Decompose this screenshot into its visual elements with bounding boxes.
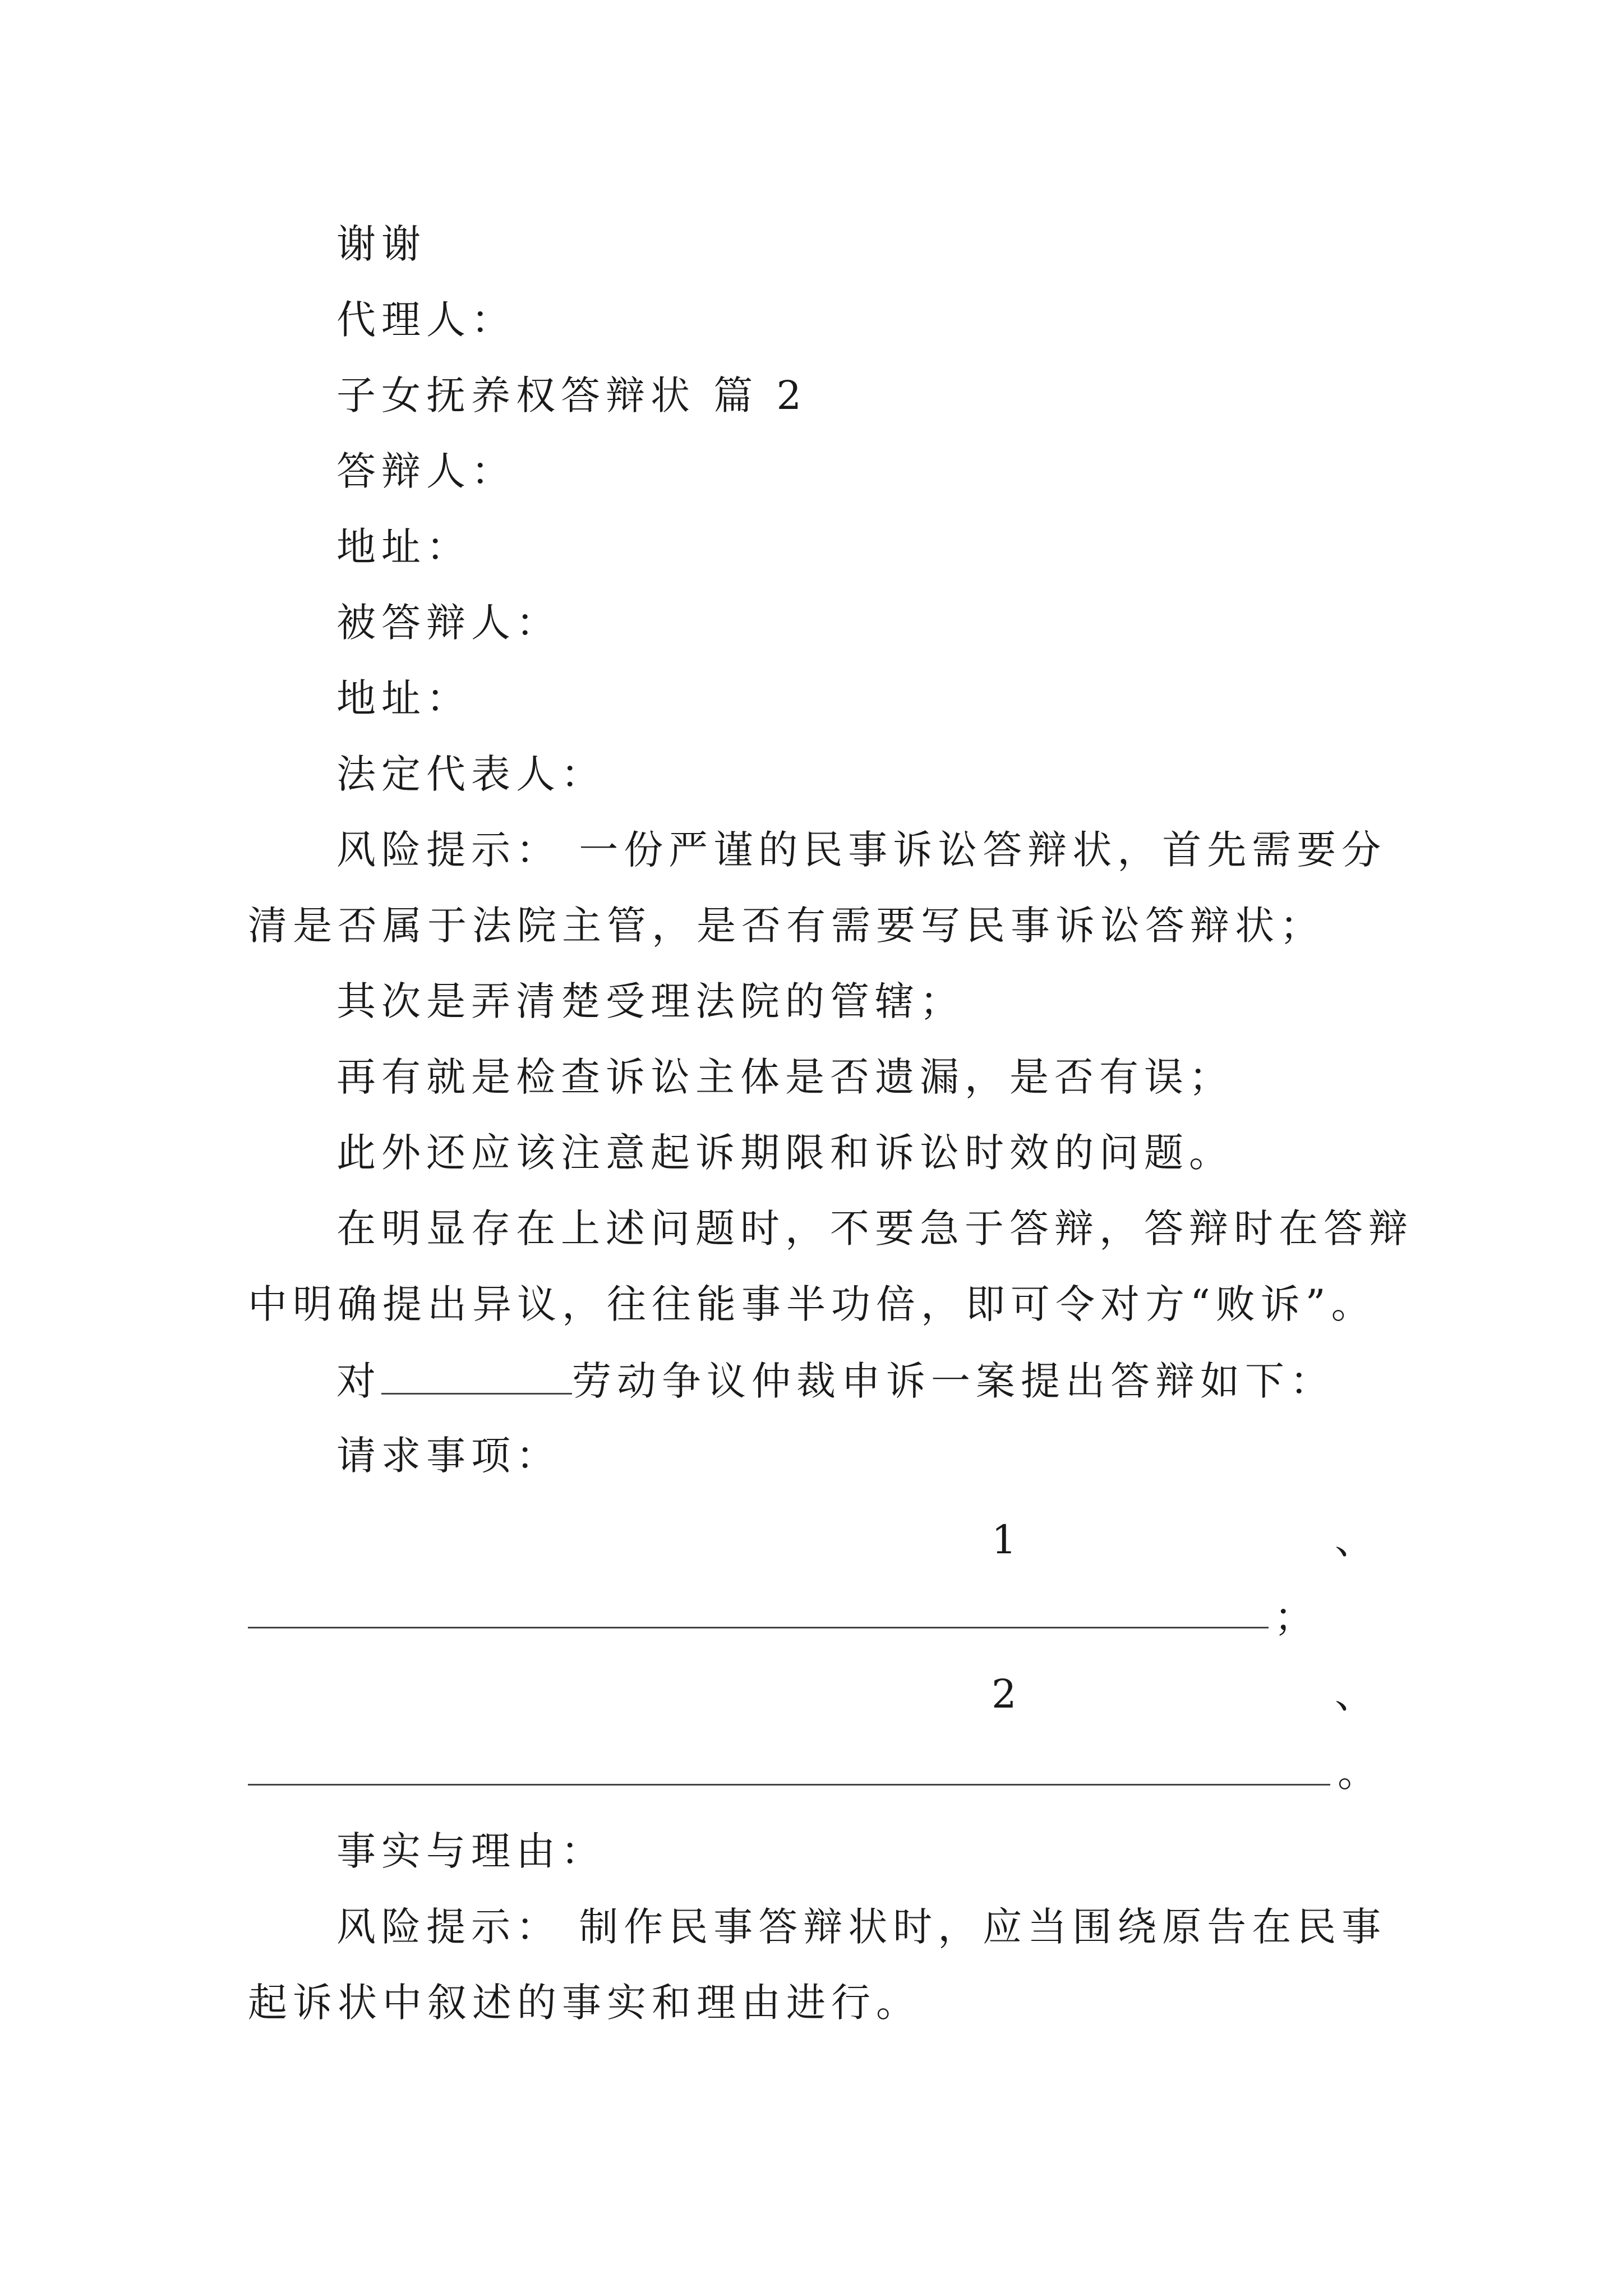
arbitration-suffix: 劳动争议仲裁申诉一案提出答辩如下： [572,1358,1335,1404]
arbitration-line [336,1358,1335,1404]
facts-heading: 事实与理由： [336,1828,606,1874]
text-line: 地址： [336,524,471,570]
claim-mark: 、 [1335,1517,1374,1563]
text-line: 再有就是检查诉讼主体是否遗漏，是否有误； [336,1054,1234,1100]
text-line: 法定代表人： [336,751,606,797]
claim-end-punct: 。 [1338,1750,1377,1796]
text-line: 在明显存在上述问题时，不要急于答辩，答辩时在答辩 [336,1205,1413,1251]
text-line: 地址： [336,675,471,721]
text-line: 答辩人： [336,448,516,494]
arbitration-prefix: 对 [336,1358,381,1404]
text-line: 中明确提出异议，往往能事半功倍，即可令对方“败诉”。 [248,1281,1376,1327]
text-line: 其次是弄清楚受理法院的管辖； [336,978,965,1024]
text-line: 风险提示： 制作民事答辩状时，应当围绕原告在民事 [336,1904,1387,1950]
text-line: 起诉状中叙述的事实和理由进行。 [248,1980,921,2026]
text-line: 代理人： [336,297,516,343]
blank-line [248,1627,1269,1628]
text-line: 谢谢 [336,221,426,267]
claim-number: 2 [992,1671,1017,1717]
text-line: 此外还应该注意起诉期限和诉讼时效的问题。 [336,1130,1234,1176]
text-line: 风险提示： 一份严谨的民事诉讼答辩状，首先需要分 [336,827,1387,873]
text-line: 被答辩人： [336,600,561,646]
claim-end-punct: ； [1274,1594,1313,1640]
section-title: 子女抚养权答辩状 篇 2 [336,372,808,418]
text-line: 清是否属于法院主管，是否有需要写民事诉讼答辩状； [248,903,1325,949]
claims-heading: 请求事项： [336,1433,561,1479]
claim-number: 1 [992,1517,1017,1563]
blank-field [381,1360,572,1395]
blank-line [248,1784,1330,1786]
claim-mark: 、 [1335,1671,1374,1717]
